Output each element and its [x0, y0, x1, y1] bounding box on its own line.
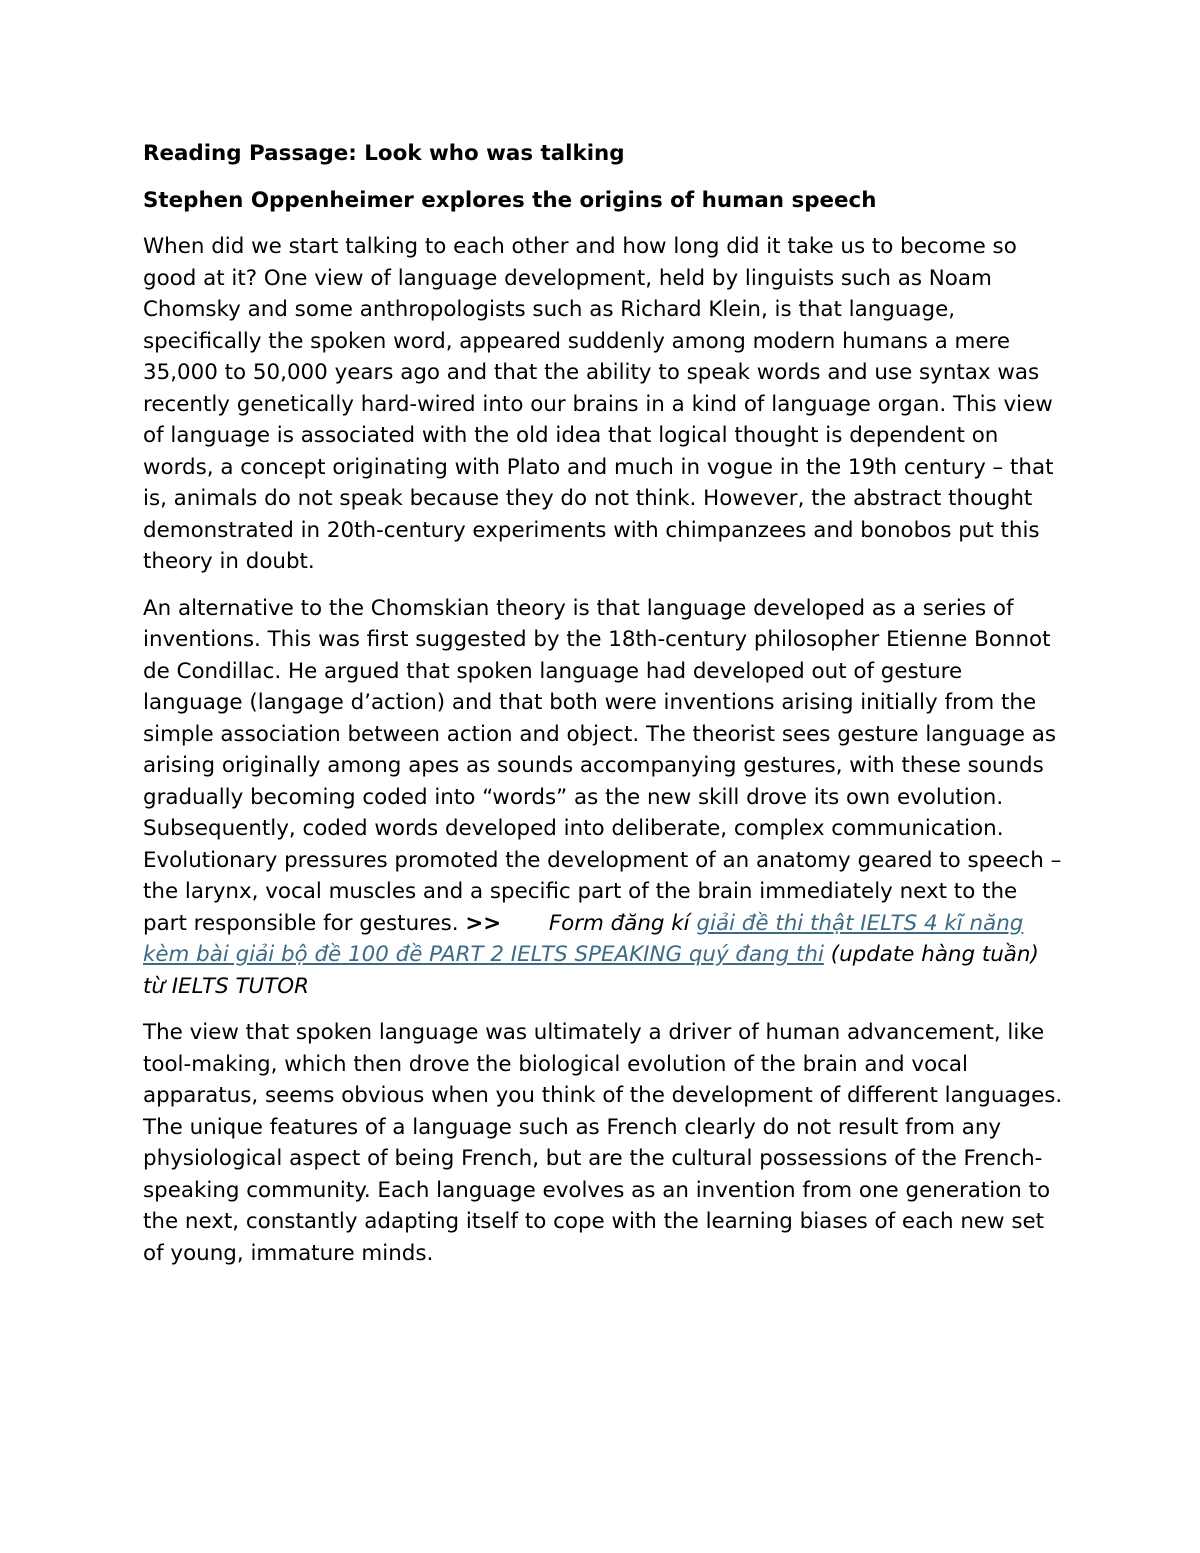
paragraph-1: When did we start talking to each other and how long did it take us to become so good at it? One view of language development, held by linguists such as Noam Chomsky and some anthropologists such as Richard Klein, is that language, specifically the spoken word, appeared suddenly among modern humans a mere 35,000 to 50,000 years ago and that the ability to speak words and use syntax was recently genetically hard-wired into our brains in a kind of language organ. This view of language is associated with the old idea that logical thought is dependent on words, a concept originating with Plato and much in vogue in the 19th century – that is, animals do not speak because they do not think. However, the abstract thought demonstrated in 20th-century experiments with chimpanzees and bonobos put this theory in doubt.	[143, 234, 1054, 574]
paragraph-3: The view that spoken language was ultimately a driver of human advancement, like tool-making, which then drove the biological evolution of the brain and vocal apparatus, seems obvious when you think of the development of different languages. The unique features of a language such as French clearly do not result from any physiological aspect of being French, but are the cultural possessions of the French-speaking community. Each language evolves as an invention from one generation to the next, constantly adapting itself to cope with the learning biases of each new set of young, immature minds.	[143, 1020, 1063, 1266]
paragraph-2	[143, 593, 1063, 1003]
document-page	[143, 138, 1063, 1284]
promo-form-text: Form đăng kí	[548, 910, 690, 936]
paragraph-2-text: An alternative to the Chomskian theory is that language developed as a series of inventions. This was first suggested by the 18th-century philosopher Etienne Bonnot de Condillac. He argued that spoken language had developed out of gesture language (langage d’action) and that both were inventions arising initially from the simple association between action and object. The theorist sees gesture language as arising originally among apes as sounds accompanying gestures, with these sounds gradually becoming coded into “words” as the new skill drove its own evolution. Subsequently, coded words developed into deliberate, complex communication. Evolutionary pressures promoted the development of an anatomy geared to speech – the larynx, vocal muscles and a specific part of the brain immediately next to the part responsible for gestures.	[143, 595, 1062, 936]
promo-arrow: >>	[465, 910, 502, 936]
passage-title: Reading Passage: Look who was talking	[143, 141, 625, 166]
promo-link[interactable]: giải đề thi thật IELTS 4 kĩ năng kèm bài giải bộ đề 100 đề PART 2 IELTS SPEAKING quý đang thi	[143, 910, 1024, 967]
promo-suffix: (update hàng tuần) từ IELTS TUTOR	[143, 942, 1039, 999]
passage-subtitle: Stephen Oppenheimer explores the origins of human speech	[143, 187, 877, 213]
